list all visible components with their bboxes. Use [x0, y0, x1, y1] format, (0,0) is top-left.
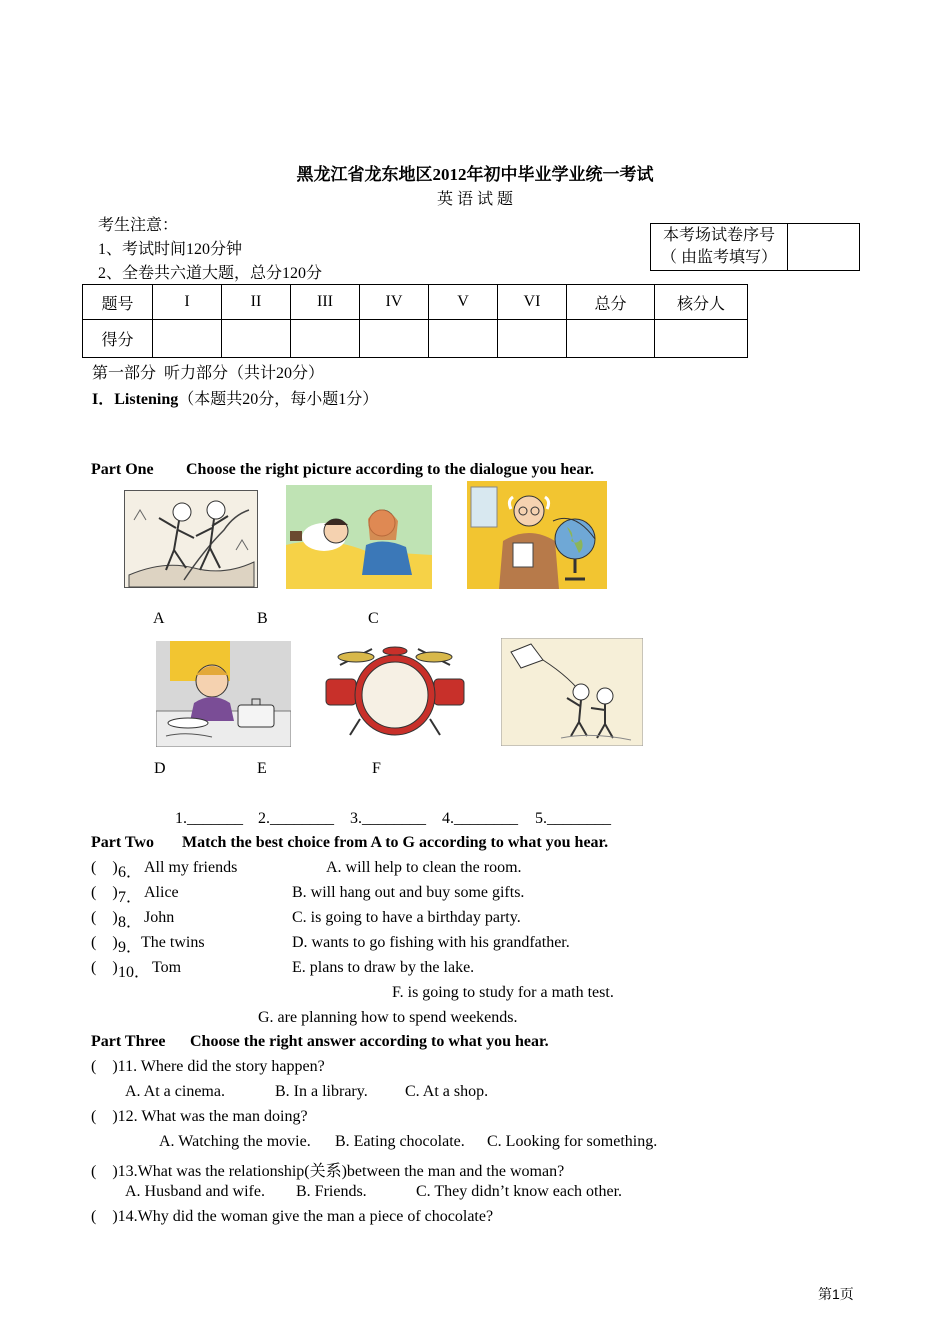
picture-letter-d: D — [154, 760, 166, 777]
listening-word: Listening — [114, 391, 179, 408]
question-text: Alice — [144, 884, 179, 901]
question-blank[interactable]: ( ) — [91, 959, 118, 976]
page-number: 第1页 — [818, 1286, 854, 1302]
score-header-cell: VI — [498, 285, 567, 320]
score-cell[interactable] — [222, 320, 291, 358]
question-text: The twins — [141, 934, 205, 951]
q13-option-c[interactable]: C. They didn’t know each other. — [416, 1183, 623, 1200]
part-one-instruction: Choose the right picture according to the dialogue you hear. — [186, 461, 594, 478]
score-table-score-row — [83, 320, 748, 358]
score-cell[interactable] — [498, 320, 567, 358]
exam-title: 黑龙江省龙东地区2012年初中毕业学业统一考试 — [296, 165, 654, 184]
q11-option-b[interactable]: B. In a library. — [275, 1083, 368, 1100]
q12-option-a[interactable]: A. Watching the movie. — [159, 1133, 311, 1150]
match-choice-c: C. is going to have a birthday party. — [292, 909, 521, 926]
question-blank[interactable]: ( ) — [91, 934, 118, 951]
q13-option-a[interactable]: A. Husband and wife. — [125, 1183, 265, 1200]
question-number: 8． — [118, 914, 143, 931]
picture-letter-c: C — [368, 610, 379, 627]
boy-cooking-picture — [156, 641, 291, 747]
question-number: 6． — [118, 864, 143, 881]
seat-number-field[interactable] — [788, 224, 860, 271]
answer-blank-1[interactable]: 1._______ — [175, 810, 243, 827]
picture-letter-e: E — [257, 760, 267, 777]
notice-heading: 考生注意： — [98, 217, 179, 234]
score-header-cell: IV — [360, 285, 429, 320]
score-header-cell: III — [291, 285, 360, 320]
notice-item-1: 1、考试时间120分钟 — [98, 241, 243, 258]
drum-set-picture — [320, 639, 470, 741]
question-text: John — [144, 909, 175, 926]
question-11-stem: ( )11. Where did the story happen? — [91, 1058, 325, 1075]
section1-heading: 第一部分 听力部分（共计20分） — [92, 365, 325, 382]
score-cell[interactable] — [360, 320, 429, 358]
match-choice-b: B. will hang out and buy some gifts. — [292, 884, 525, 901]
exam-subtitle: 英 语 试 题 — [436, 191, 513, 208]
question-blank[interactable]: ( ) — [91, 909, 118, 926]
answer-blank-2[interactable]: 2.________ — [258, 810, 334, 827]
answer-blank-3[interactable]: 3.________ — [350, 810, 426, 827]
q11-option-a[interactable]: A. At a cinema. — [125, 1083, 225, 1100]
answer-blank-5[interactable]: 5.________ — [535, 810, 611, 827]
picture-letter-f: F — [372, 760, 381, 777]
score-cell[interactable] — [153, 320, 222, 358]
score-header-cell: 核分人 — [655, 285, 748, 320]
seat-label-line2: （ 由监考填写） — [660, 249, 777, 266]
listening-note: （本题共20分，每小题1分） — [178, 391, 379, 408]
answer-blank-4[interactable]: 4.________ — [442, 810, 518, 827]
score-table — [82, 284, 748, 358]
question-13-stem: ( )13.What was the relationship(关系)between the man and the woman? — [91, 1163, 565, 1180]
sick-girl-in-bed-picture — [286, 485, 432, 589]
score-header-cell: V — [429, 285, 498, 320]
score-cell[interactable] — [655, 320, 748, 358]
question-blank[interactable]: ( ) — [91, 859, 118, 876]
q12-option-b[interactable]: B. Eating chocolate. — [335, 1133, 465, 1150]
part-two-instruction: Match the best choice from A to G according to what you hear. — [182, 834, 609, 851]
climbing-children-picture — [124, 490, 258, 588]
match-choice-a: A. will help to clean the room. — [326, 859, 522, 876]
question-text: Tom — [152, 959, 182, 976]
question-number: 9． — [118, 939, 143, 956]
score-header-cell: 题号 — [83, 285, 153, 320]
kids-flying-kite-picture — [501, 638, 643, 746]
score-cell[interactable] — [429, 320, 498, 358]
notice-item-2: 2、全卷共六道大题，总分120分 — [98, 265, 323, 282]
seat-number-label — [651, 224, 788, 271]
part-one-label: Part One — [91, 461, 154, 478]
match-choice-f: F. is going to study for a math test. — [392, 984, 614, 1001]
q11-option-c[interactable]: C. At a shop. — [405, 1083, 489, 1100]
question-number: 7． — [118, 889, 143, 906]
teacher-with-globe-picture — [467, 481, 607, 589]
question-14-stem: ( )14.Why did the woman give the man a piece of chocolate? — [91, 1208, 494, 1225]
match-choice-d: D. wants to go fishing with his grandfather. — [292, 934, 570, 951]
score-cell[interactable] — [567, 320, 655, 358]
score-cell[interactable] — [291, 320, 360, 358]
listening-heading — [92, 386, 378, 409]
picture-letter-a: A — [153, 610, 165, 627]
part-two-label: Part Two — [91, 834, 154, 851]
match-choice-e: E. plans to draw by the lake. — [292, 959, 475, 976]
seat-number-box — [650, 223, 860, 271]
score-header-cell: 总分 — [567, 285, 655, 320]
question-text: All my friends — [144, 859, 238, 876]
q12-option-c[interactable]: C. Looking for something. — [487, 1133, 658, 1150]
score-header-cell: II — [222, 285, 291, 320]
score-row-label: 得分 — [83, 320, 153, 358]
match-choice-g: G. are planning how to spend weekends. — [258, 1009, 518, 1026]
question-number: 10． — [118, 964, 151, 981]
listening-roman: I． — [92, 391, 115, 408]
question-12-stem: ( )12. What was the man doing? — [91, 1108, 308, 1125]
score-header-cell: I — [153, 285, 222, 320]
seat-label-line1: 本考场试卷序号 — [662, 227, 775, 244]
part-three-instruction: Choose the right answer according to what you hear. — [190, 1033, 549, 1050]
q13-option-b[interactable]: B. Friends. — [296, 1183, 367, 1200]
question-blank[interactable]: ( ) — [91, 884, 118, 901]
picture-letter-b: B — [257, 610, 268, 627]
score-table-header-row — [83, 285, 748, 320]
part-three-label: Part Three — [91, 1033, 166, 1050]
